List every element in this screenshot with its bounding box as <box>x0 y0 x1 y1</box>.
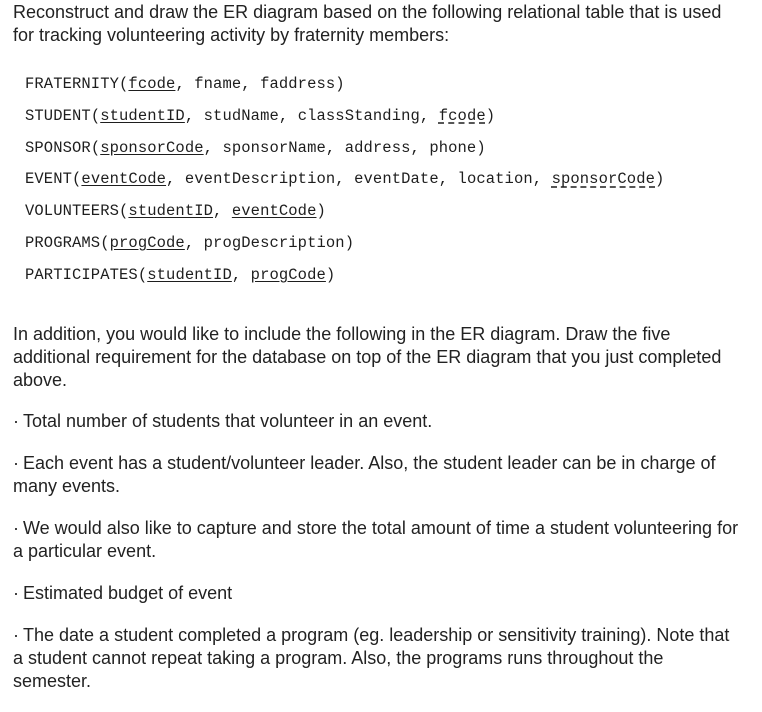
requirement-text: We would also like to capture and store the total amount of time a student volunteering for a particular event. <box>13 518 739 561</box>
primary-key-attribute: studentID <box>100 106 185 125</box>
attribute: location <box>457 170 533 189</box>
requirement-text: The date a student completed a program (eg. leadership or sensitivity training). Note that a student cannot repeat taking a program. Also, the programs runs throughout the semester. <box>13 625 730 691</box>
primary-key-attribute: studentID <box>128 202 214 221</box>
requirement-item <box>13 582 743 605</box>
primary-key-attribute: eventCode <box>231 202 317 221</box>
bullet-icon: · <box>13 625 19 645</box>
requirement-item <box>13 517 743 563</box>
table-name: FRATERNITY <box>25 75 120 93</box>
schema-line: PROGRAMS(progCode, progDescription) <box>25 233 355 252</box>
foreign-key-attribute: fcode <box>438 106 486 125</box>
bullet-icon: · <box>13 583 19 603</box>
primary-key-attribute: progCode <box>250 265 326 284</box>
attribute: eventDate <box>354 170 439 189</box>
addition-paragraph: In addition, you would like to include the following in the ER diagram. Draw the five additional requirement for the database on top of the ER diagram that you just completed above. <box>13 324 722 390</box>
attribute: address <box>344 138 411 157</box>
table-name: PARTICIPATES <box>25 265 138 284</box>
requirement-text: Each event has a student/volunteer leader. Also, the student leader can be in charge of many events. <box>13 453 716 496</box>
attribute: phone <box>429 138 477 157</box>
primary-key-attribute: progCode <box>109 233 185 252</box>
attribute: eventDescription <box>184 170 336 189</box>
requirement-text: Estimated budget of event <box>23 583 233 603</box>
schema-line: EVENT(eventCode, eventDescription, eventDate, location, sponsorCode) <box>25 170 665 189</box>
bullet-icon: · <box>13 518 19 538</box>
relational-schema-list <box>25 69 664 292</box>
requirements-list <box>13 410 743 712</box>
attribute: fname <box>194 75 242 93</box>
bullet-icon: · <box>13 411 19 431</box>
table-name: SPONSOR <box>25 138 91 157</box>
schema-line: PARTICIPATES(studentID, progCode) <box>25 265 336 284</box>
table-name: STUDENT <box>25 106 91 125</box>
schema-line: STUDENT(studentID, studName, classStanding, fcode) <box>25 106 496 125</box>
requirement-item <box>13 452 743 498</box>
attribute: faddress <box>260 75 336 93</box>
foreign-key-attribute: sponsorCode <box>551 170 655 189</box>
attribute: sponsorName <box>222 138 326 157</box>
requirement-item <box>13 624 743 693</box>
table-name: VOLUNTEERS <box>25 202 120 221</box>
intro-paragraph: Reconstruct and draw the ER diagram based on the following relational table that is used for tracking volunteering activity by fraternity members: <box>13 2 722 45</box>
attribute: progDescription <box>203 233 345 252</box>
attribute: classStanding <box>297 106 420 125</box>
attribute: studName <box>203 106 279 125</box>
primary-key-attribute: eventCode <box>81 170 167 189</box>
table-name: EVENT <box>25 170 73 189</box>
requirement-item <box>13 410 743 433</box>
schema-line: VOLUNTEERS(studentID, eventCode) <box>25 202 326 221</box>
schema-line: SPONSOR(sponsorCode, sponsorName, address, phone) <box>25 138 486 157</box>
bullet-icon: · <box>13 453 19 473</box>
primary-key-attribute: fcode <box>128 75 176 93</box>
schema-line: FRATERNITY(fcode, fname, faddress) <box>25 75 345 93</box>
primary-key-attribute: studentID <box>147 265 232 284</box>
primary-key-attribute: sponsorCode <box>100 138 204 157</box>
requirement-text: Total number of students that volunteer in an event. <box>23 411 433 431</box>
table-name: PROGRAMS <box>25 233 101 252</box>
